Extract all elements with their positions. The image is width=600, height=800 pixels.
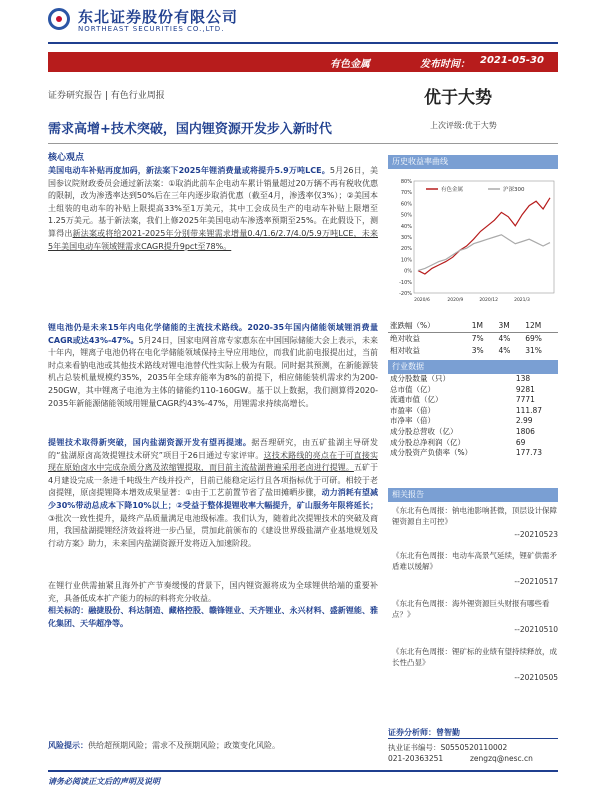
data-value: 9281 bbox=[515, 384, 535, 394]
p3-body: 据吾理研究，由五矿盐湖主导研发的“盐湖原卤高效提锂技术研究”项目于26日通过专家评审。 bbox=[48, 438, 379, 460]
risk-text: 供给超预期风险；需求不及预期风险；政策变化风险。 bbox=[88, 741, 280, 750]
p3-bold2: 动力消耗有望减少30%带动总成本下降10%以上；②受益于整体提锂收率大幅提升，矿山服务年限将延长； bbox=[48, 488, 379, 510]
plot-frame bbox=[414, 181, 554, 293]
x-tick-label: 2020/6 bbox=[414, 298, 430, 303]
y-tick-label: 50% bbox=[400, 212, 412, 219]
title-divider bbox=[48, 143, 558, 144]
paragraph-related-stocks bbox=[48, 580, 378, 630]
company-name-cn: 东北证券股份有限公司 bbox=[78, 8, 239, 26]
y-tick-label: 20% bbox=[400, 246, 412, 253]
p1-body: 5月26日，美国参议院财政委员会通过新法案：①取消此前车企电动车累计销量超过20万辆不再有税收优惠的限制，改为渗透率达到50%后在三年内逐步取消优惠（截至4月，渗透率仅3%）；②美国本土组装的电动车的补贴上限提高33%至1万美元，其中工会成员生产的电动车补贴上限增至1.25万美元。基于新法案，我们上修2025年美国电动车渗透率预期至25%。在此假设下，测算得出 bbox=[48, 166, 378, 238]
y-tick-label: 80% bbox=[400, 179, 412, 185]
table-row bbox=[388, 416, 558, 427]
perf-cell: 31% bbox=[525, 346, 542, 355]
y-tick-label: 0% bbox=[404, 268, 412, 275]
table-row bbox=[388, 448, 558, 459]
date-label: 发布时间： bbox=[420, 59, 470, 70]
y-tick-label: 70% bbox=[400, 190, 412, 197]
table-row bbox=[388, 345, 558, 357]
related-reports-title: 相关报告 bbox=[388, 488, 558, 502]
perf-header: 1M bbox=[470, 320, 497, 333]
data-label: 市净率（倍） bbox=[390, 416, 435, 426]
table-row bbox=[388, 427, 558, 438]
p1-lead: 美国电动车补贴再度加码，新法案下2025年锂消费量或将提升5.9万吨LCE。 bbox=[48, 166, 330, 175]
data-value: 111.87 bbox=[515, 405, 543, 415]
chart-title: 历史收益率曲线 bbox=[388, 155, 558, 169]
core-views-label: 核心观点 bbox=[48, 153, 85, 163]
related-report-date: --20210505 bbox=[514, 673, 558, 682]
y-tick-label: 30% bbox=[400, 235, 412, 241]
perf-cell: 69% bbox=[525, 334, 542, 343]
p2-body: 5月24日，国家电网首席专家惠东在中国国际储能大会上表示，未来十年内，锂离子电池仍将在电化学储能领域保持主导应用地位，而我们此前电报提出过，当前时点来看钠电池或其他技术路线对锂电池替代性实际上极为有限。同时据其预测，在新能源装机占总装机量规模约35%，2035年全球弃能率为8%的前提下，相应储能装机需求约为200-250GW，其中锂离子电池为主体的储能约110-160GW。基于以上数据，我们测算得2020-2035年新能源储能领域用锂量CAGR约43%-47%，用锂需求持续高增长。 bbox=[48, 335, 378, 408]
y-tick-label: -10% bbox=[399, 279, 412, 286]
p3-highlight: 这技术路线的亮点在于可直接实现在原始卤水中完成杂质分离及浓缩锂提取，而目前主流盐湖普遍采用老卤进行提锂。 bbox=[48, 450, 379, 473]
perf-header: 涨跌幅（%） bbox=[388, 320, 470, 333]
table-row bbox=[388, 333, 558, 346]
risk-label: 风险提示： bbox=[48, 741, 88, 750]
performance-header-row bbox=[388, 320, 558, 333]
data-label: 总市值（亿） bbox=[390, 384, 435, 394]
previous-rating: 上次评级:优于大势 bbox=[430, 121, 497, 130]
return-chart bbox=[388, 171, 558, 313]
data-label: 成分股总净利润（亿） bbox=[390, 437, 465, 447]
table-row bbox=[388, 438, 558, 449]
analyst-email[interactable]: zengzq@nesc.cn bbox=[470, 754, 533, 763]
page-title: 需求高增+技术突破，国内锂资源开发步入新时代 bbox=[48, 122, 332, 137]
publish-date: 2021-05-30 bbox=[480, 55, 544, 66]
performance-table bbox=[388, 320, 558, 357]
p3-lead: 提锂技术取得新突破，国内盐湖资源开发有望再提速。 bbox=[48, 438, 252, 447]
legend-label: 有色金属 bbox=[441, 187, 464, 193]
related-report-link[interactable]: 《东北有色周报：钠电池影响甚微，顶层设计保障锂资源自主可控》 bbox=[392, 506, 557, 526]
perf-header: 12M bbox=[523, 320, 558, 333]
company-logo-icon bbox=[48, 8, 70, 30]
p3-body2: 五矿于4月建设完成一条进千吨级生产线并投产，目前已能稳定运行且各项指标优于可研。相较于老卤提锂，原卤提锂降本增效成果显著：①由于工艺前置节省了盐田摊晒步骤， bbox=[48, 463, 379, 498]
data-label: 成分股总营收（亿） bbox=[390, 426, 458, 436]
perf-cell: 相对收益 bbox=[390, 346, 420, 355]
report-type: 证券研究报告 | 有色行业周报 bbox=[48, 91, 165, 101]
data-value: 7771 bbox=[515, 395, 535, 405]
p4-body: 在锂行业供需抽紧且海外扩产节奏缓慢的背景下，国内锂资源将成为全球锂供给端的重要补充，具备低成本扩产能力的标的料将充分收益。 bbox=[48, 581, 378, 603]
data-label: 市盈率（倍） bbox=[390, 405, 435, 415]
table-row bbox=[388, 385, 558, 396]
x-tick-label: 2021/3 bbox=[514, 298, 530, 303]
data-label: 成分股数量（只） bbox=[390, 374, 450, 383]
analyst-name: 证券分析师：曾智勤 bbox=[388, 728, 460, 737]
analyst-license: 执业证书编号：S0550520110002 bbox=[388, 743, 508, 752]
data-value: 2.99 bbox=[515, 416, 533, 426]
related-report-date: --20210517 bbox=[514, 577, 558, 586]
industry-data-table bbox=[388, 374, 558, 459]
sector-label: 有色金属 bbox=[330, 59, 370, 70]
p2-lead: 锂电池仍是未来15年内电化学储能的主流技术路线。2020-35年国内储能领域锂消费量CAGR或达43%-47%。 bbox=[48, 323, 378, 345]
data-label: 流通市值（亿） bbox=[390, 395, 443, 405]
analyst-divider bbox=[388, 738, 558, 739]
x-tick-label: 2020/9 bbox=[447, 298, 464, 303]
company-name-en: NORTHEAST SECURITIES CO.,LTD. bbox=[78, 25, 225, 33]
p1-highlight: 新法案或将给2021-2025年分别带来锂需求增量0.4/1.6/2.7/4.0/5.9万吨LCE，未来5年美国电动车领域锂需求CAGR提升9pct至78%。 bbox=[48, 228, 378, 251]
perf-header: 3M bbox=[497, 320, 524, 333]
header-divider bbox=[48, 42, 558, 44]
perf-cell: 4% bbox=[498, 346, 511, 355]
p3-body3: ③批次一致性提升，最终产品质量满足电池级标准。我们认为，随着此次提锂技术的突破及商用，我国盐湖提锂经济效益将进一步凸显，贯加此前颁布的《建设世界级盐湖产业基地规划及行动方案》助力，未来国内盐湖资源开发将迈入加速阶段。 bbox=[48, 513, 378, 548]
data-value: 69 bbox=[515, 437, 526, 447]
related-report-link[interactable]: 《东北有色周报：锂矿标的业绩有望持续释放，成长性凸显》 bbox=[392, 647, 557, 667]
rating: 优于大势 bbox=[424, 88, 492, 108]
industry-data-title: 行业数据 bbox=[388, 360, 558, 374]
y-tick-label: -20% bbox=[399, 291, 412, 297]
paragraph-energy-storage bbox=[48, 322, 378, 410]
data-value: 138 bbox=[515, 374, 531, 383]
y-tick-label: 10% bbox=[400, 257, 412, 264]
data-value: 1806 bbox=[515, 426, 535, 436]
perf-cell: 4% bbox=[498, 334, 511, 343]
paragraph-lithium-extraction bbox=[48, 437, 378, 550]
analyst-phone: 021-20363251 bbox=[388, 754, 444, 763]
risk-warning bbox=[48, 740, 378, 753]
x-tick-label: 2020/12 bbox=[479, 298, 499, 303]
perf-cell: 7% bbox=[471, 334, 484, 343]
legend-label: 沪深300 bbox=[503, 187, 525, 193]
perf-cell: 绝对收益 bbox=[390, 334, 420, 343]
data-label: 成分股资产负债率（%） bbox=[390, 448, 473, 458]
data-value: 177.73 bbox=[515, 448, 543, 458]
y-tick-label: 60% bbox=[400, 201, 412, 208]
footer-disclaimer: 请务必阅读正文后的声明及说明 bbox=[48, 777, 160, 786]
footer-divider bbox=[48, 770, 558, 772]
table-row bbox=[388, 395, 558, 406]
p4-stocks: 相关标的：融捷股份、科达制造、藏格控股、赣锋锂业、天齐锂业、永兴材料、盛新锂能、雅化集团、天华超净等。 bbox=[48, 606, 378, 628]
related-report-date: --20210523 bbox=[514, 530, 558, 539]
perf-cell: 3% bbox=[471, 346, 484, 355]
paragraph-us-ev-subsidy bbox=[48, 165, 378, 253]
table-row bbox=[388, 406, 558, 417]
related-report-link[interactable]: 《东北有色周报：海外锂资源巨头财报有哪些看点？》 bbox=[392, 599, 550, 619]
table-row bbox=[388, 374, 558, 385]
y-tick-label: 40% bbox=[400, 223, 412, 230]
related-report-date: --20210510 bbox=[514, 625, 558, 634]
related-report-link[interactable]: 《东北有色周报：电动车高景气延续，锂矿供需矛盾难以缓解》 bbox=[392, 551, 557, 571]
